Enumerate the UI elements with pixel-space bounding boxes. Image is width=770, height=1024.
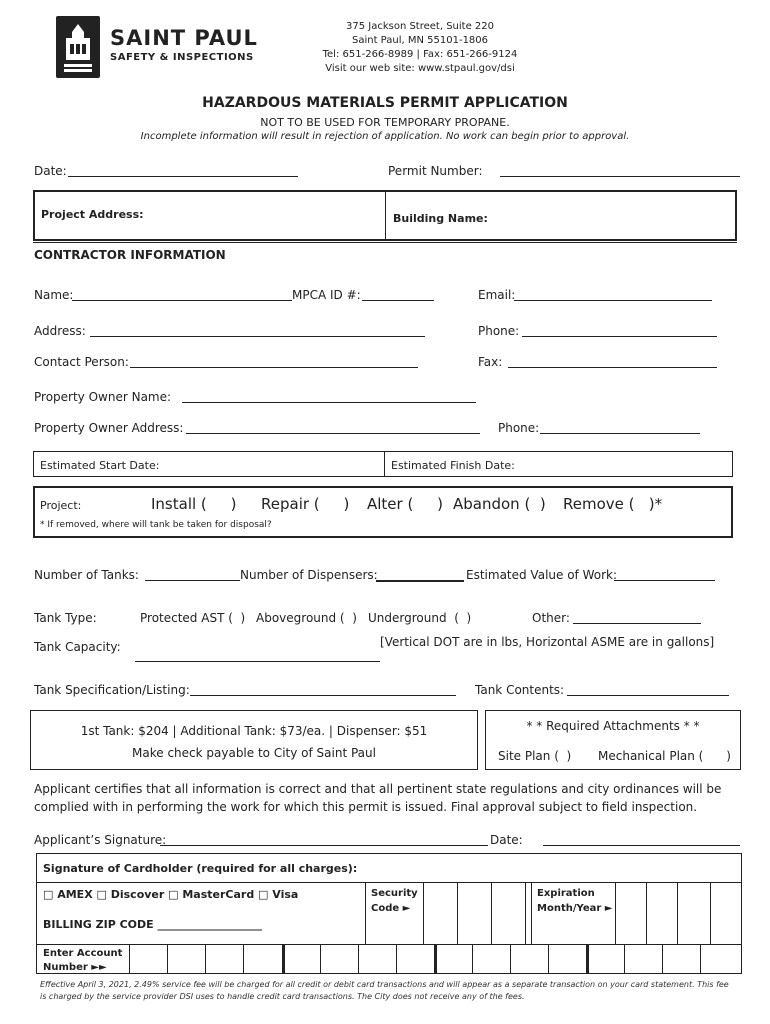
site-plan-option[interactable]: Site Plan ( ) xyxy=(498,749,572,763)
address-line: 375 Jackson Street, Suite 220 xyxy=(345,21,495,32)
expiration-box-1[interactable] xyxy=(615,882,647,944)
check-payable: Make check payable to City of Saint Paul xyxy=(132,746,376,760)
security-box-3[interactable] xyxy=(491,882,526,944)
mpca-label: MPCA ID #: xyxy=(292,288,361,302)
dates-box xyxy=(33,451,733,477)
security-code-label: Security Code ► xyxy=(371,888,418,914)
owner-name-label: Property Owner Name: xyxy=(34,390,172,404)
install-option[interactable]: Install ( ) xyxy=(151,495,237,513)
account-digit[interactable] xyxy=(129,944,130,973)
fax-input[interactable] xyxy=(508,367,717,368)
address-line: Visit our web site: www.stpaul.gov/dsi xyxy=(325,63,515,74)
contact-person-label: Contact Person: xyxy=(34,355,129,369)
account-number-label: Enter Account Number ►► xyxy=(43,948,123,973)
account-digit[interactable] xyxy=(548,944,549,973)
owner-address-input[interactable] xyxy=(186,433,480,434)
other-label: Other: xyxy=(532,611,570,625)
finish-date-label: Estimated Finish Date: xyxy=(391,459,515,472)
remove-option[interactable]: Remove ( )* xyxy=(563,495,663,513)
owner-phone-input[interactable] xyxy=(540,433,700,434)
footer-note: Effective April 3, 2021, 2.49% service fee will be charged for all credit or debit card transactions and will appear as a separate transaction on your card statement. This fee is charged by the service provider DSI uses to handle credit card transactions. The City does not receive any of the fees. xyxy=(40,980,729,1001)
address-input[interactable] xyxy=(90,336,425,337)
attachments-title: * * Required Attachments * * xyxy=(526,719,700,733)
certification-text: Applicant certifies that all information is correct and that all pertinent state regulations and city ordinances will be complied with in performing the work for which this permit is issued. Final approval subject to field inspection. xyxy=(34,782,722,814)
other-input[interactable] xyxy=(573,623,701,624)
account-digit[interactable] xyxy=(700,944,701,973)
mechanical-plan-option[interactable]: Mechanical Plan ( ) xyxy=(598,749,731,763)
account-digit[interactable] xyxy=(282,944,285,973)
logo-icon xyxy=(56,16,100,78)
security-cell-divider xyxy=(365,882,366,944)
signature-date-label: Date: xyxy=(490,833,523,847)
project-box xyxy=(33,486,733,538)
fees-line: 1st Tank: $204 | Additional Tank: $73/ea. | Dispenser: $51 xyxy=(80,724,428,738)
account-digit[interactable] xyxy=(624,944,625,973)
security-box-1[interactable] xyxy=(423,882,458,944)
box-divider xyxy=(385,192,386,239)
tank-type-label: Tank Type: xyxy=(34,611,97,625)
phone-label: Phone: xyxy=(478,324,520,338)
email-label: Email: xyxy=(478,288,516,302)
owner-address-label: Property Owner Address: xyxy=(34,421,184,435)
underground-option[interactable]: Underground ( ) xyxy=(368,611,472,625)
signature-date-input[interactable] xyxy=(543,845,740,846)
account-digit[interactable] xyxy=(396,944,397,973)
org-name: SAINT PAUL xyxy=(110,26,258,50)
signature-label: Applicant’s Signature: xyxy=(34,833,167,847)
date-label: Date: xyxy=(34,164,67,178)
tank-contents-input[interactable] xyxy=(567,695,729,696)
account-digit[interactable] xyxy=(662,944,663,973)
aboveground-option[interactable]: Aboveground ( ) xyxy=(256,611,357,625)
attachments-box xyxy=(485,710,741,770)
account-digit[interactable] xyxy=(510,944,511,973)
number-dispensers-label: Number of Dispensers: xyxy=(240,568,378,582)
removal-note: * If removed, where will tank be taken for disposal? xyxy=(40,520,272,530)
expiration-box-4[interactable] xyxy=(710,882,742,944)
number-dispensers-input[interactable] xyxy=(376,580,464,582)
address-label: Address: xyxy=(34,324,86,338)
tank-spec-label: Tank Specification/Listing: xyxy=(34,683,190,697)
owner-name-input[interactable] xyxy=(182,402,476,403)
subtitle: NOT TO BE USED FOR TEMPORARY PROPANE. xyxy=(260,116,510,129)
contractor-heading: CONTRACTOR INFORMATION xyxy=(34,248,226,262)
permit-number-label: Permit Number: xyxy=(388,164,483,178)
protected-ast-option[interactable]: Protected AST ( ) xyxy=(140,611,246,625)
fees-box xyxy=(30,710,478,770)
project-label: Project: xyxy=(40,499,82,512)
expiration-box-2[interactable] xyxy=(646,882,678,944)
account-digit[interactable] xyxy=(586,944,589,973)
address-line: Saint Paul, MN 55101-1806 xyxy=(351,35,489,46)
project-address-box xyxy=(33,190,737,241)
repair-option[interactable]: Repair ( ) xyxy=(261,495,350,513)
number-tanks-input[interactable] xyxy=(145,580,240,581)
card-type-options[interactable]: □ AMEX □ Discover □ MasterCard □ Visa xyxy=(43,888,299,901)
billing-zip-input[interactable]: BILLING ZIP CODE ___________________ xyxy=(43,918,263,931)
account-digit[interactable] xyxy=(358,944,359,973)
account-digit[interactable] xyxy=(320,944,321,973)
tank-capacity-input[interactable] xyxy=(135,661,380,662)
expiration-label: Expiration Month/Year ► xyxy=(537,888,613,914)
name-input[interactable] xyxy=(72,300,292,301)
project-address-label: Project Address: xyxy=(41,208,144,221)
page-title: HAZARDOUS MATERIALS PERMIT APPLICATION xyxy=(202,95,568,111)
card-table xyxy=(36,853,742,974)
permit-number-input[interactable] xyxy=(500,176,740,177)
name-label: Name: xyxy=(34,288,74,302)
tank-capacity-label: Tank Capacity: xyxy=(34,640,121,654)
expiration-divider xyxy=(531,882,532,944)
start-date-label: Estimated Start Date: xyxy=(40,459,160,472)
email-input[interactable] xyxy=(514,300,712,301)
account-digit[interactable] xyxy=(472,944,473,973)
account-digit[interactable] xyxy=(167,944,168,973)
fax-label: Fax: xyxy=(478,355,503,369)
notice: Incomplete information will result in rejection of application. No work can begin prior to approval. xyxy=(140,131,630,142)
cardholder-heading: Signature of Cardholder (required for all charges): xyxy=(43,862,358,875)
mpca-input[interactable] xyxy=(362,300,434,301)
account-digit[interactable] xyxy=(243,944,244,973)
contact-person-input[interactable] xyxy=(130,367,418,368)
contact-address xyxy=(300,20,540,76)
heading-underline xyxy=(33,242,737,243)
account-number-boxes[interactable] xyxy=(129,944,741,973)
address-line: Tel: 651-266-8989 | Fax: 651-266-9124 xyxy=(322,49,518,60)
number-tanks-label: Number of Tanks: xyxy=(34,568,139,582)
alter-option[interactable]: Alter ( ) xyxy=(367,495,444,513)
account-digit[interactable] xyxy=(434,944,437,973)
signature-input[interactable] xyxy=(160,845,488,846)
tank-contents-label: Tank Contents: xyxy=(475,683,565,697)
abandon-option[interactable]: Abandon ( ) xyxy=(453,495,546,513)
date-input[interactable] xyxy=(68,176,298,177)
estimated-value-label: Estimated Value of Work: xyxy=(466,568,618,582)
account-digit[interactable] xyxy=(205,944,206,973)
building-name-label: Building Name: xyxy=(393,212,488,225)
box-divider xyxy=(384,452,385,476)
owner-phone-label: Phone: xyxy=(498,421,540,435)
org-subtitle: SAFETY & INSPECTIONS xyxy=(110,52,254,63)
security-box-2[interactable] xyxy=(457,882,492,944)
phone-input[interactable] xyxy=(522,336,717,337)
estimated-value-input[interactable] xyxy=(614,580,715,581)
capacity-note: [Vertical DOT are in lbs, Horizontal ASME are in gallons] xyxy=(380,635,715,649)
tank-spec-input[interactable] xyxy=(190,695,456,696)
expiration-box-3[interactable] xyxy=(677,882,711,944)
